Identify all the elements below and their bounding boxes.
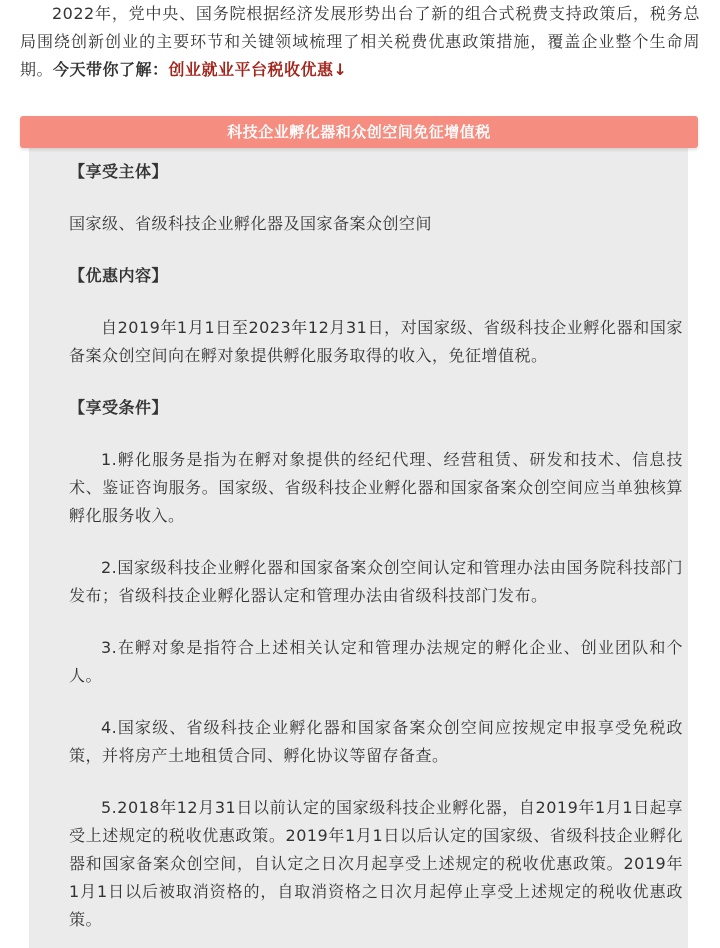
intro-paragraph <box>20 0 700 84</box>
subject-heading: 【享受主体】 <box>69 162 169 181</box>
condition-item-2: 2.国家级科技企业孵化器和国家备案众创空间认定和管理办法由国务院科技部门发布；省级科技企业孵化器认定和管理办法由省级科技部门发布。 <box>69 558 683 605</box>
condition-item-5: 5.2018年12月31日以前认定的国家级科技企业孵化器，自2019年1月1日起享受上述规定的税收优惠政策。2019年1月1日以后认定的国家级、省级科技企业孵化器和国家备案众创空间，自认定之日次月起享受上述规定的税收优惠政策。2019年1月1日以后被取消资格的，自取消资格之日次月起停止享受上述规定的税收优惠政策。 <box>69 798 683 929</box>
intro-text-block <box>20 0 700 84</box>
condition-item-3: 3.在孵对象是指符合上述相关认定和管理办法规定的孵化企业、创业团队和个人。 <box>69 638 683 685</box>
content-heading: 【优惠内容】 <box>69 266 169 285</box>
condition-item-4: 4.国家级、省级科技企业孵化器和国家备案众创空间应按规定申报享受免税政策，并将房产土地租赁合同、孵化协议等留存备查。 <box>69 718 683 765</box>
intro-lead: 今天带你了解： <box>53 60 169 79</box>
policy-content <box>69 158 683 934</box>
content-text: 自2019年1月1日至2023年12月31日，对国家级、省级科技企业孵化器和国家备案众创空间向在孵对象提供孵化服务取得的收入，免征增值税。 <box>69 318 683 365</box>
intro-text: 2022年，党中央、国务院根据经济发展形势出台了新的组合式税费支持政策后，税务总局围绕创新创业的主要环节和关键领域梳理了相关税费优惠政策措施，覆盖企业整个生命周期。 <box>20 4 700 79</box>
subject-text: 国家级、省级科技企业孵化器及国家备案众创空间 <box>69 214 433 233</box>
conditions-heading: 【享受条件】 <box>69 398 169 417</box>
condition-item-1: 1.孵化服务是指为在孵对象提供的经纪代理、经营租赁、研发和技术、信息技术、鉴证咨询服务。国家级、省级科技企业孵化器和国家备案众创空间应当单独核算孵化服务收入。 <box>69 450 683 525</box>
intro-highlight: 创业就业平台税收优惠↓ <box>168 60 348 79</box>
section-title: 科技企业孵化器和众创空间免征增值税 <box>20 116 698 148</box>
